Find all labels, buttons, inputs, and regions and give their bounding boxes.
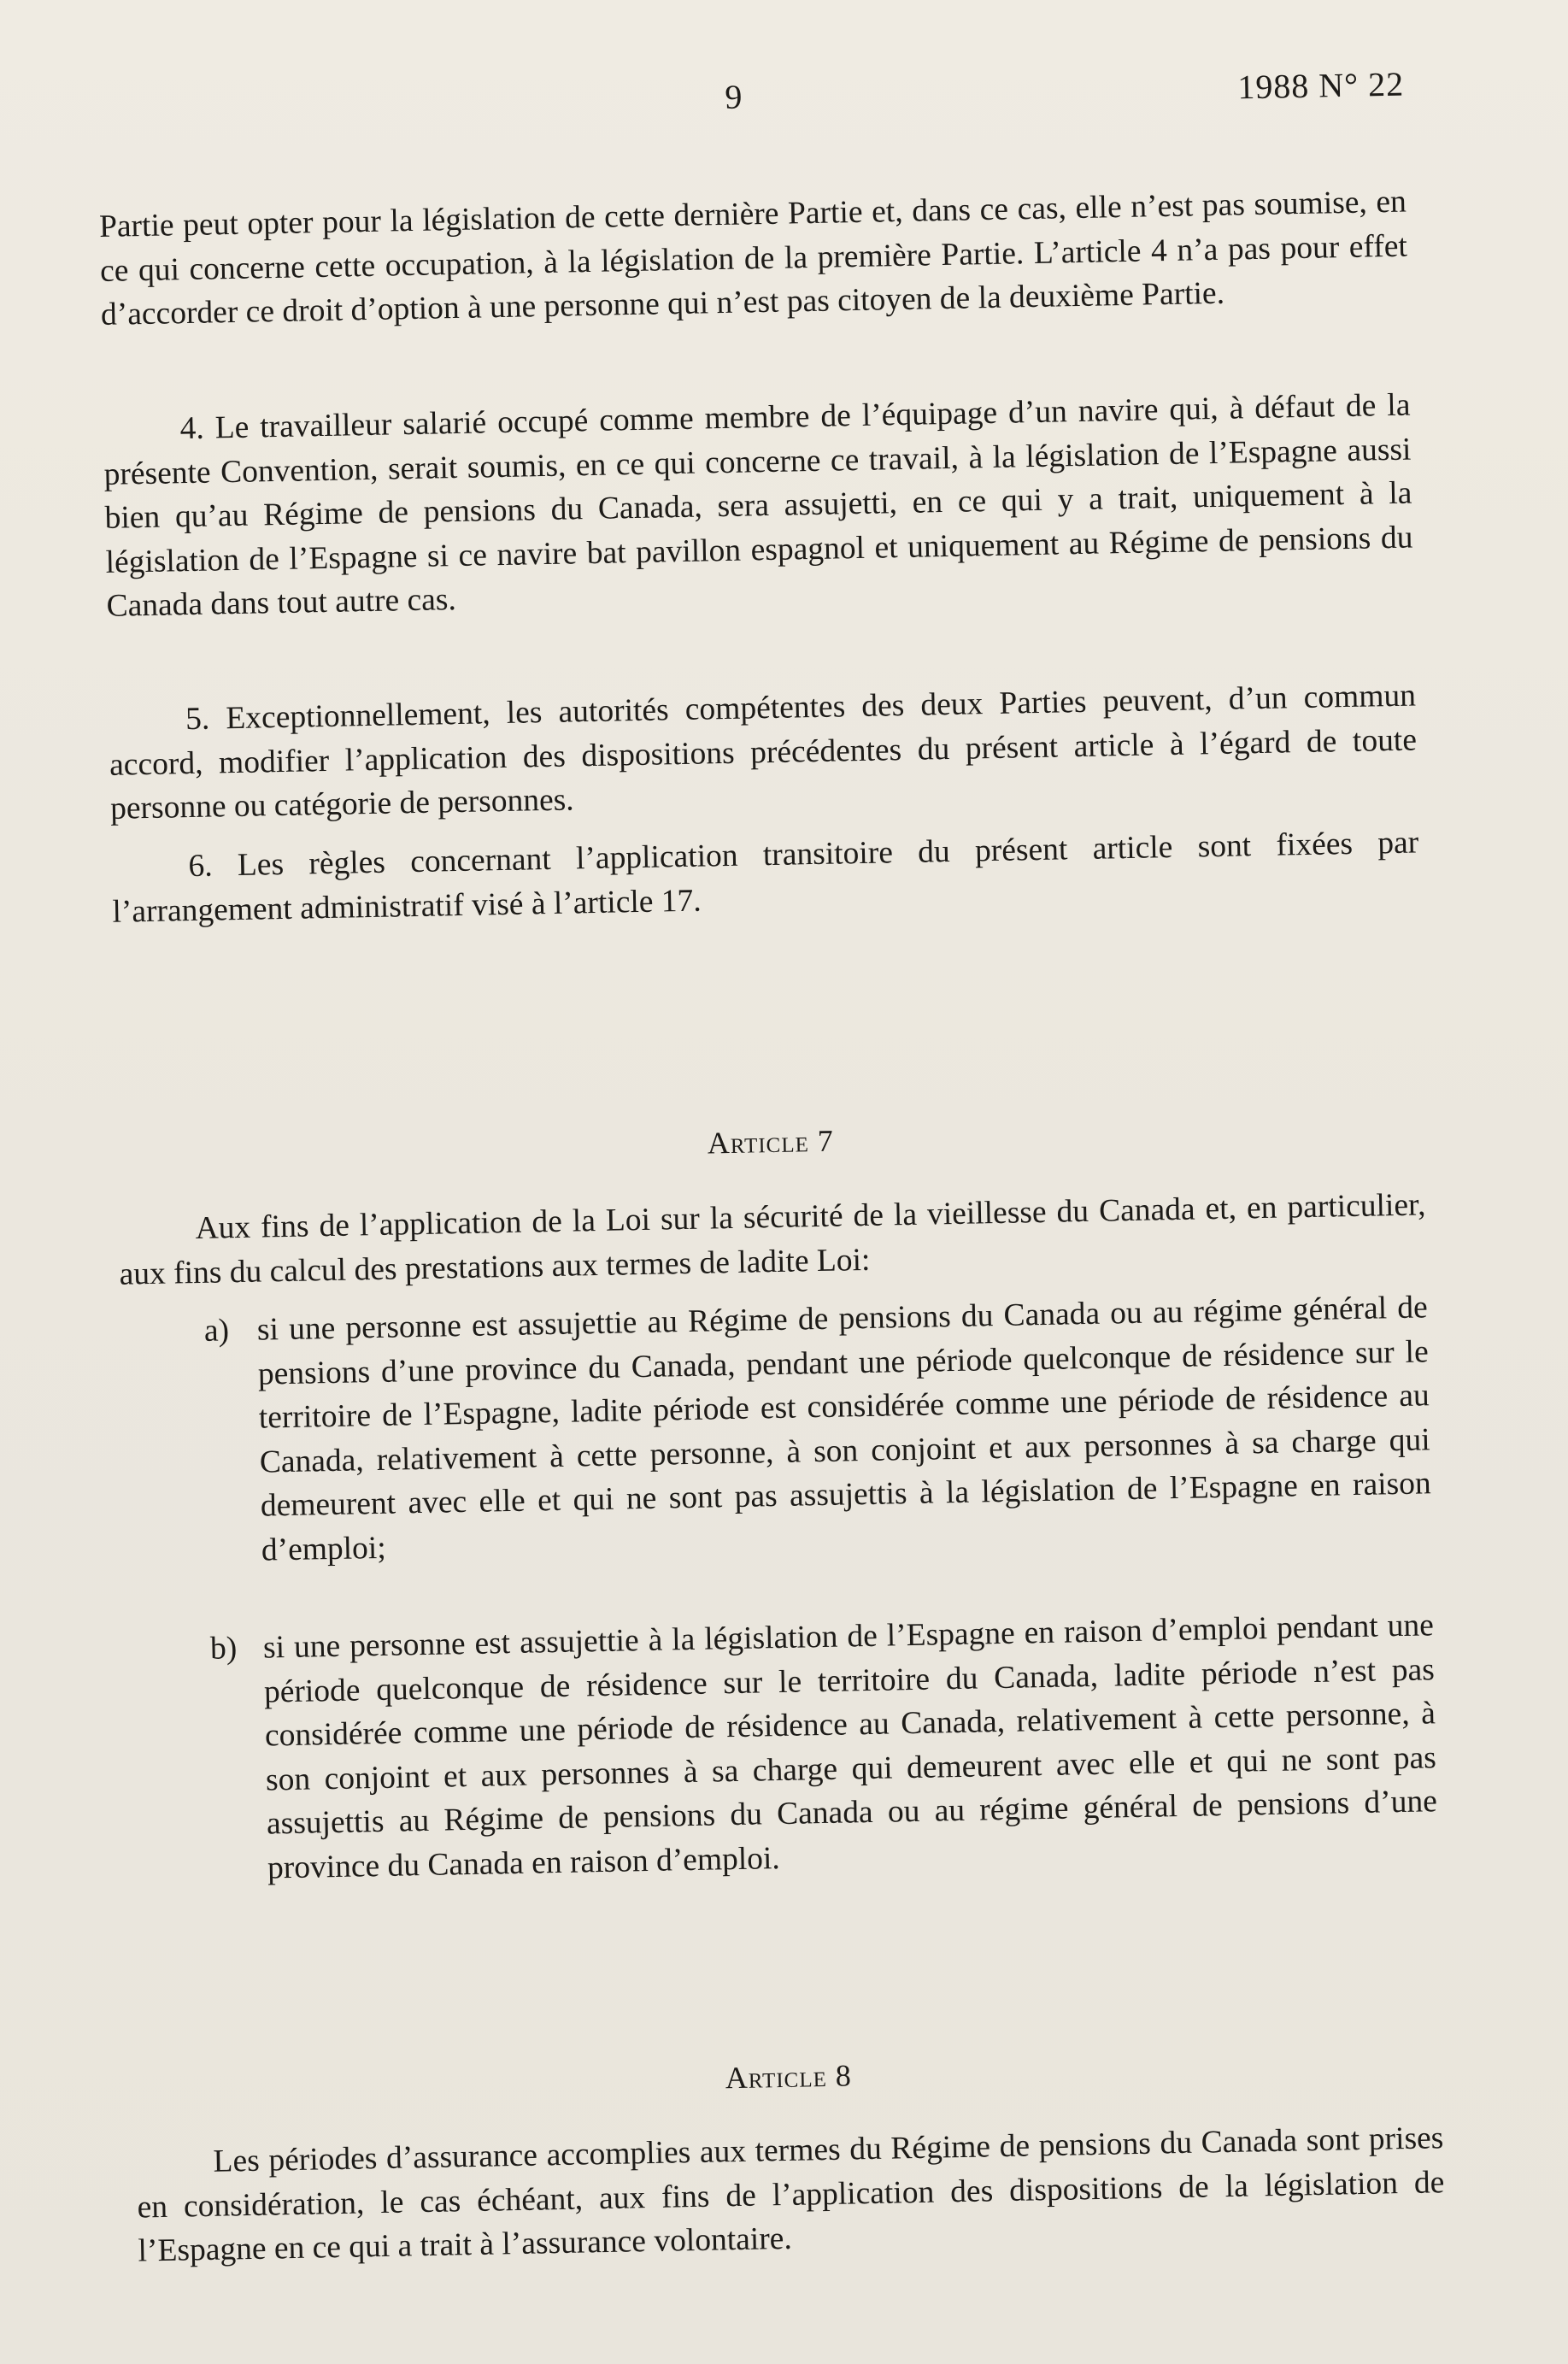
item-marker: b) xyxy=(209,1631,238,1667)
article-7-intro: Aux fins de l’application de la Loi sur la sécurité de la vieillesse du Canada et, en particulier, aux fins du calcul des prestations aux termes de ladite Loi: xyxy=(119,1187,1426,1292)
article-8-heading: Article 8 xyxy=(725,2058,853,2096)
show-through-text xyxy=(940,650,948,685)
article-7-item-b xyxy=(126,1603,1438,1886)
paragraph-5: 5. Exceptionnellement, les autorités compétentes des deux Parties peuvent, d’un commun accord, modifier l’application des dispositions précédentes du présent article à l’égard de toute personne ou catégorie de personnes. xyxy=(109,678,1418,826)
page-header xyxy=(97,64,1405,140)
page-number: 9 xyxy=(724,77,743,116)
paragraph-4: 4. Le travailleur salarié occupé comme membre de l’équipage d’un navire qui, à défaut de la présente Convention, serait soumis, en ce qui concerne ce travail, à la législation de l’Espagne aussi bien qu’au Régime de pensions du Canada, sera assujetti, en ce qui y a trait, uniquement à la législation de l’Espagne si ce navire bat pavillon espagnol et uniquement au Régime de pensions du Canada dans tout autre cas. xyxy=(103,387,1413,624)
item-marker: a) xyxy=(203,1313,230,1349)
paragraph-continuation: Partie peut opter pour la législation de cette dernière Partie et, dans ce cas, elle n’est pas soumise, en ce qui concerne cette occupation, à la législation de la première Partie. L’article 4 n’a pas pour effet d’accorder ce droit d’option à une personne qui n’est pas citoyen de la deuxième Partie. xyxy=(98,184,1408,332)
item-text: si une personne est assujettie à la législation de l’Espagne en raison d’emploi pendant une période quelconque de résidence sur le territoire du Canada, ladite période n’est pas considérée comme une période de résidence au Canada, relativement à cette personne, à son conjoint et aux personnes à sa charge qui demeurent avec elle et qui ne sont pas assujettis au Régime de pensions du Canada ou au régime général de pensions d’une province du Canada en raison d’emploi. xyxy=(262,1608,1438,1886)
paragraph-6: 6. Les règles concernant l’application transitoire du présent article sont fixées par l’arrangement administratif visé à l’article 17. xyxy=(112,825,1419,930)
issue-number: 1988 N° 22 xyxy=(1236,64,1405,107)
item-text: si une personne est assujettie au Régime de pensions du Canada ou au régime général de pensions d’une province du Canada, pendant une période quelconque de résidence sur le territoire de l’Espagne, ladite période est considérée comme une période de résidence au Canada, relativement à cette personne, à son conjoint et aux personnes à sa charge qui demeurent avec elle et qui ne sont pas assujettis à la législation de l’Espagne en raison d’emploi; xyxy=(256,1290,1432,1568)
article-7-heading: Article 7 xyxy=(707,1123,835,1161)
article-8-text: Les périodes d’assurance accomplies aux termes du Régime de pensions du Canada sont prises en considération, le cas échéant, aux fins de l’application des dispositions de la législation de l’Espagne en ce qui a trait à l’assurance volontaire. xyxy=(137,2120,1445,2269)
